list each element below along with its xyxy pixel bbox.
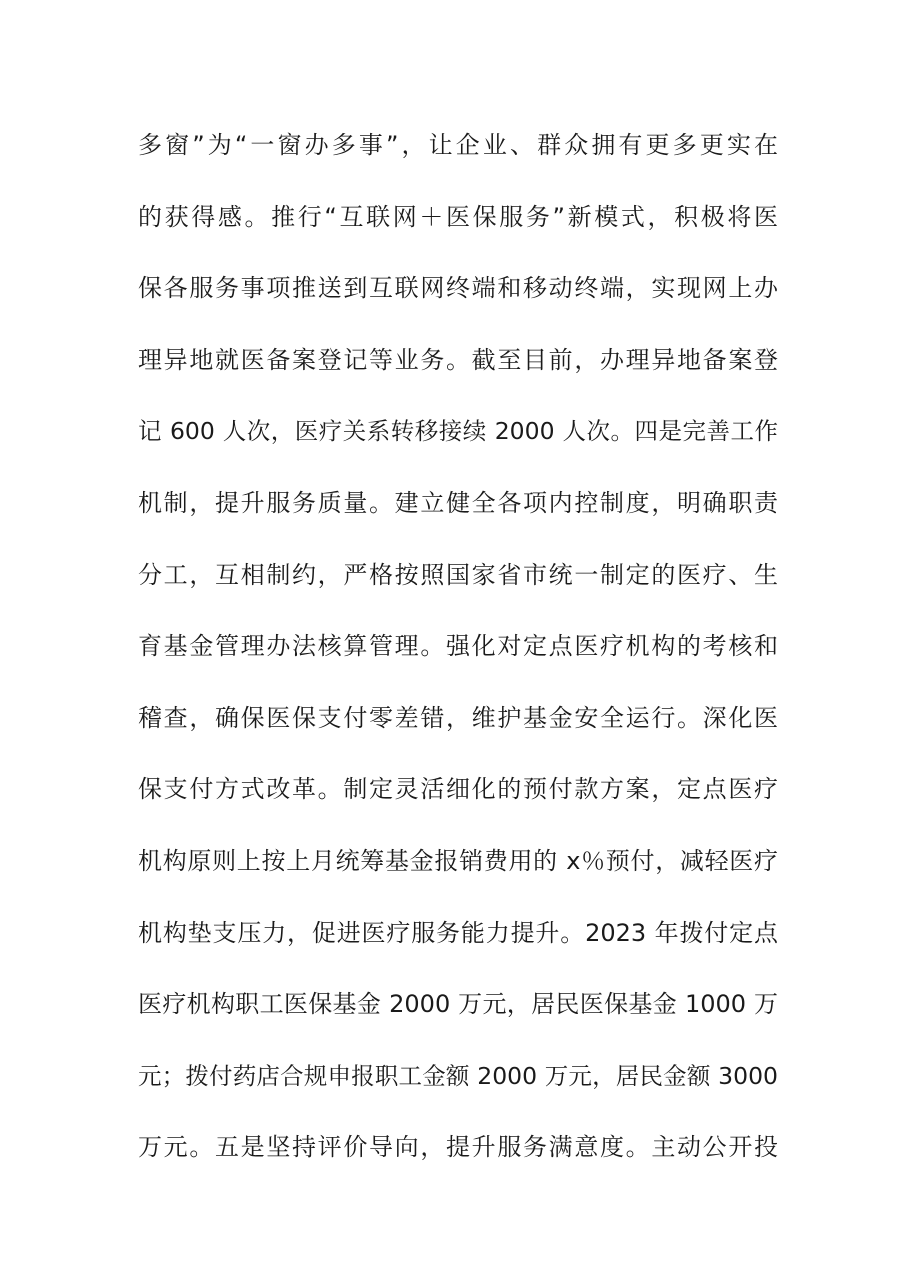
- body-text: [138, 118, 778, 1192]
- text-line: 保各服务事项推送到互联网终端和移动终端，实现网上办: [138, 274, 778, 303]
- text-line: 机构垫支压力，促进医疗服务能力提升。2023 年拨付定点: [138, 918, 778, 947]
- text-line: 保支付方式改革。制定灵活细化的预付款方案，定点医疗: [138, 775, 778, 804]
- text-line: 多窗”为“一窗办多事”，让企业、群众拥有更多更实在: [138, 131, 778, 159]
- text-line: 育基金管理办法核算管理。强化对定点医疗机构的考核和: [138, 632, 778, 661]
- text-line: 机制，提升服务质量。建立健全各项内控制度，明确职责: [138, 488, 778, 517]
- text-line: 的获得感。推行“互联网＋医保服务”新模式，积极将医: [138, 202, 778, 231]
- text-line: 稽查，确保医保支付零差错，维护基金安全运行。深化医: [138, 703, 778, 732]
- text-line: 理异地就医备案登记等业务。截至目前，办理异地备案登: [138, 345, 778, 374]
- text-line: 记 600 人次，医疗关系转移接续 2000 人次。四是完善工作: [138, 417, 778, 446]
- text-line: 元；拨付药店合规申报职工金额 2000 万元，居民金额 3000: [138, 1061, 778, 1090]
- text-line: 万元。五是坚持评价导向，提升服务满意度。主动公开投: [138, 1133, 778, 1162]
- text-line: 分工，互相制约，严格按照国家省市统一制定的医疗、生: [138, 560, 778, 589]
- text-line: 医疗机构职工医保基金 2000 万元，居民医保基金 1000 万: [138, 990, 778, 1019]
- text-line: 机构原则上按上月统筹基金报销费用的 x％预付，减轻医疗: [138, 846, 778, 875]
